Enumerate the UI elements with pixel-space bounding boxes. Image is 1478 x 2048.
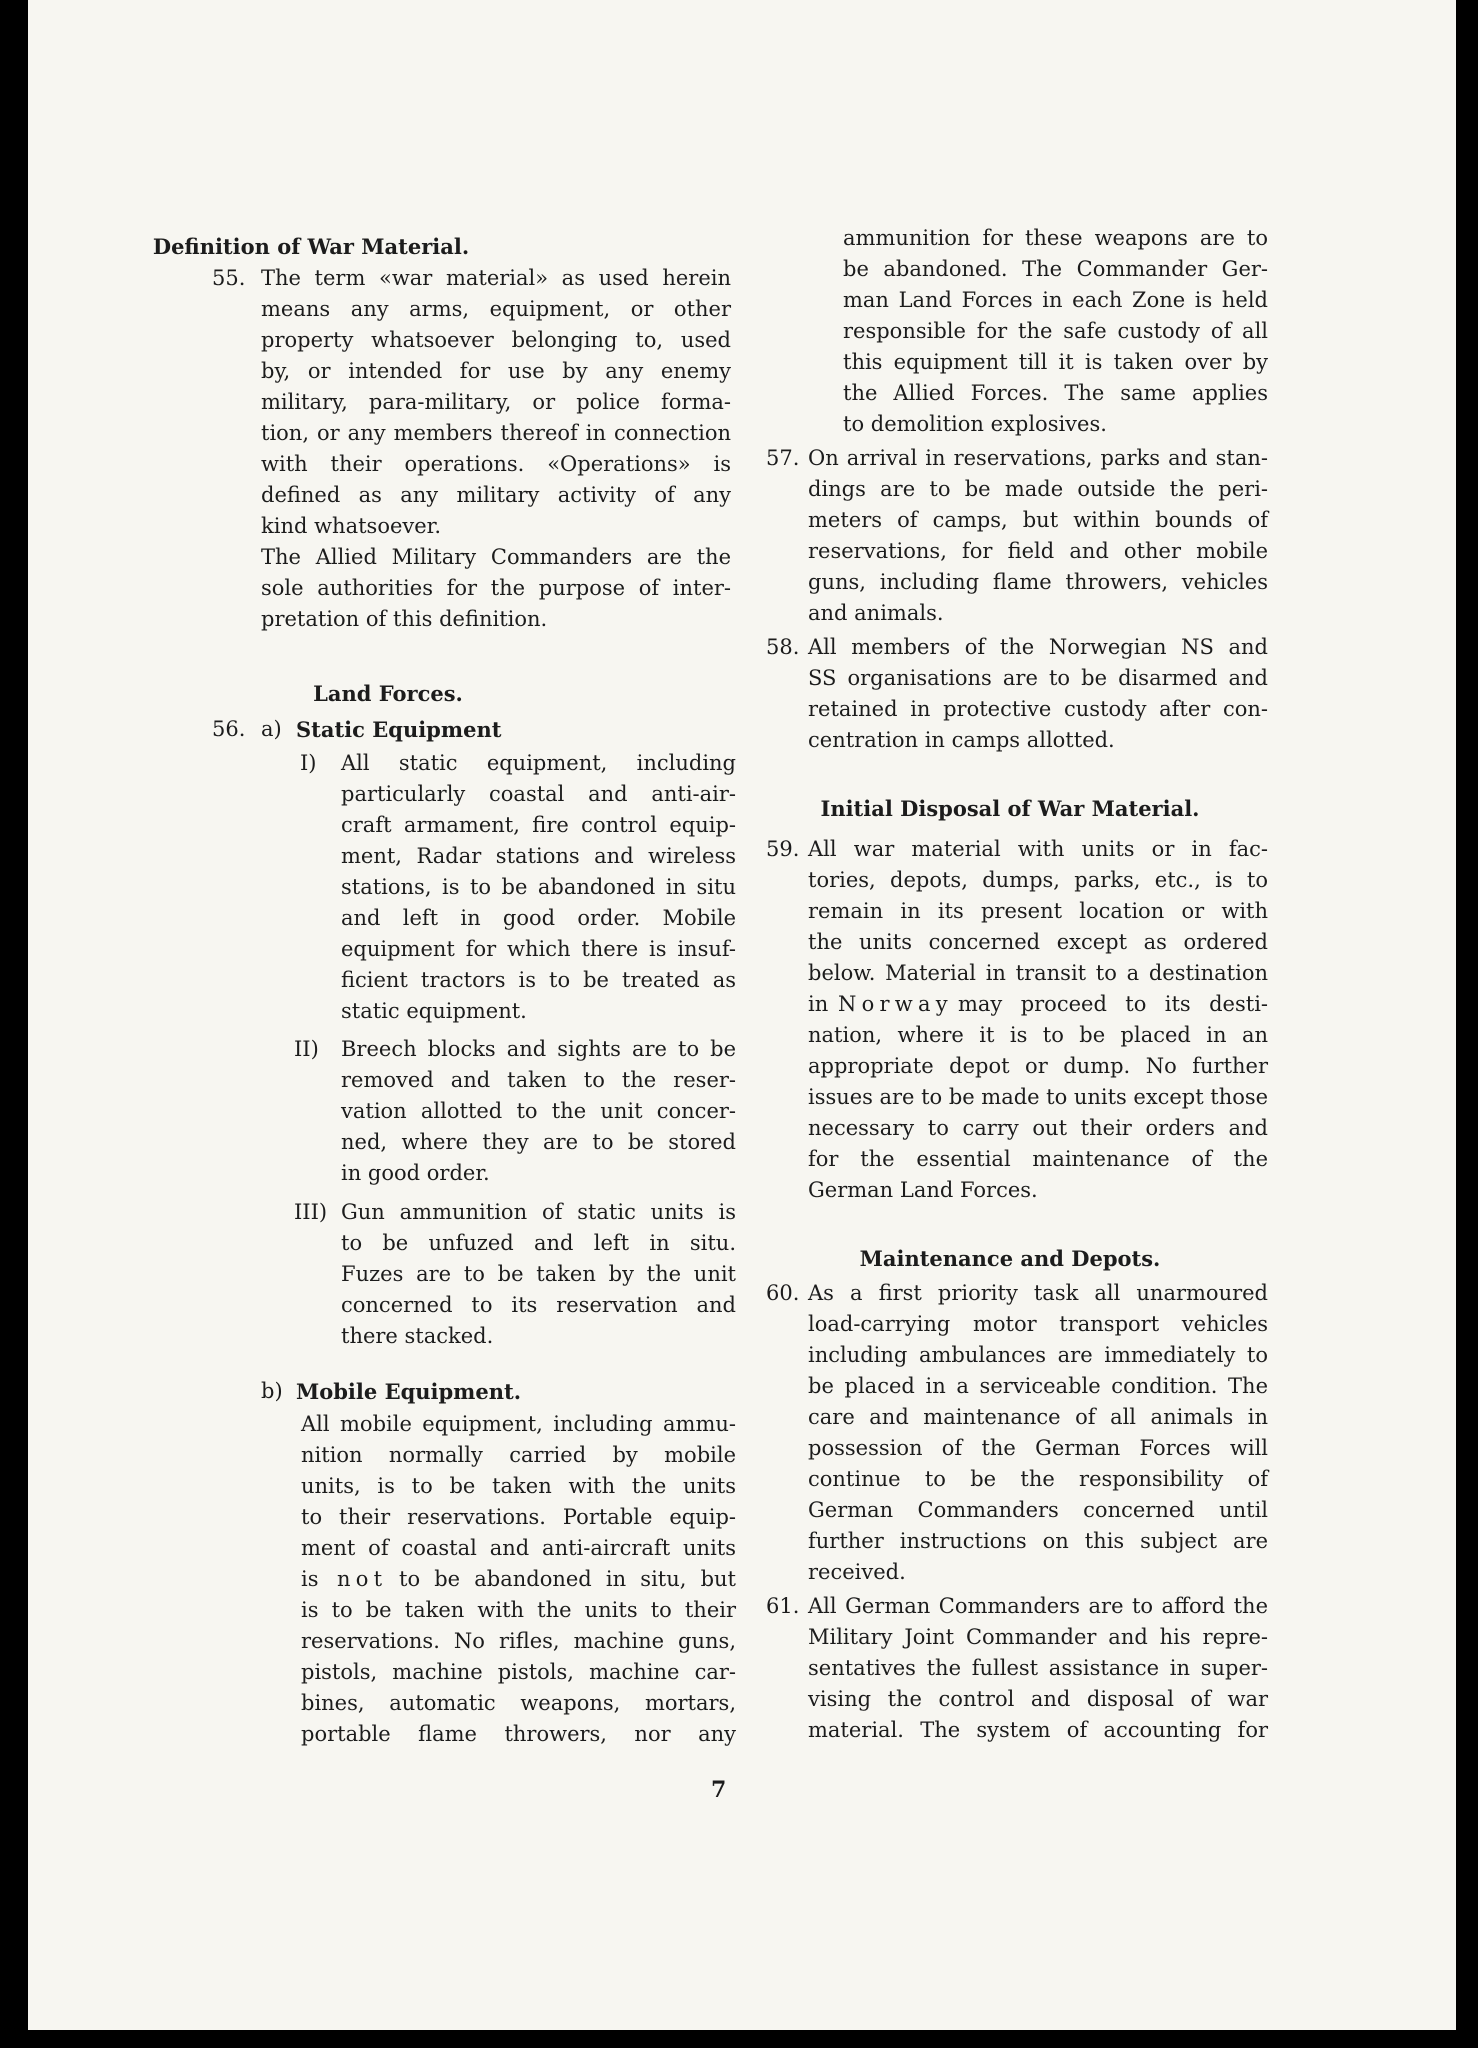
text-line: tories, depots, dumps, parks, etc., is to (808, 868, 1268, 892)
text-line: German Land Forces. (808, 1178, 1038, 1202)
text-line: man Land Forces in each Zone is held (843, 288, 1268, 312)
text-line: received. (808, 1560, 906, 1584)
section-heading: Land Forces. (313, 681, 463, 706)
text-line: in (808, 992, 829, 1016)
paragraph-number: 56. (212, 717, 246, 741)
text-line: Norway (838, 992, 953, 1016)
text-line: Military Joint Commander and his repre- (808, 1625, 1268, 1649)
text-line: All static equipment, including (341, 751, 736, 775)
text-line: pretation of this definition. (261, 607, 548, 631)
text-line: equipment for which there is insuf- (341, 937, 736, 961)
text-line: a) (261, 717, 282, 741)
text-line: in good order. (341, 1161, 490, 1185)
text-line: be abandoned. The Commander Ger- (843, 257, 1268, 281)
text-line: nition normally carried by mobile (301, 1443, 736, 1467)
paragraph-number: 58. (766, 635, 800, 659)
paragraph-number: 60. (766, 1281, 800, 1305)
text-line: retained in protective custody after con- (808, 697, 1268, 721)
text-line: removed and taken to the reser- (341, 1068, 736, 1092)
text-line: bines, automatic weapons, mortars, (301, 1691, 736, 1715)
text-line: sole authorities for the purpose of inter- (261, 576, 731, 600)
text-line: not (337, 1567, 388, 1591)
text-line: material. The system of accounting for (808, 1718, 1268, 1742)
text-line: All German Commanders are to afford the (808, 1594, 1268, 1618)
text-line: issues are to be made to units except those (808, 1085, 1269, 1109)
text-line: ned, where they are to be stored (341, 1130, 736, 1154)
text-line: care and maintenance of all animals in (808, 1405, 1268, 1429)
text-line: to demolition explosives. (843, 412, 1107, 436)
text-line: units, is to be taken with the units (301, 1474, 736, 1498)
text-line: possession of the German Forces will (808, 1436, 1268, 1460)
text-line: guns, including flame throwers, vehicles (808, 570, 1268, 594)
text-line: nation, where it is to be placed in an (808, 1023, 1268, 1047)
text-line: All members of the Norwegian NS and (808, 635, 1268, 659)
text-line: concerned to its reservation and (341, 1293, 736, 1317)
text-line: remain in its present location or with (808, 899, 1268, 923)
text-line: Fuzes are to be taken by the unit (341, 1262, 736, 1286)
text-line: pistols, machine pistols, machine car- (301, 1660, 736, 1684)
text-line: to be unfuzed and left in situ. (341, 1231, 736, 1255)
text-line: German Commanders concerned until (808, 1498, 1268, 1522)
text-line: and animals. (808, 601, 944, 625)
text-line: responsible for the safe custody of all (843, 319, 1268, 343)
text-line: this equipment till it is taken over by (843, 350, 1268, 374)
paragraph-number: 55. (212, 266, 246, 290)
text-line: by, or intended for use by any enemy (261, 359, 731, 383)
text-line: I) (300, 751, 317, 775)
text-line: II) (294, 1037, 319, 1061)
text-line: All mobile equipment, including ammu- (301, 1412, 736, 1436)
text-line: may proceed to its desti- (958, 992, 1268, 1016)
text-line: Breech blocks and sights are to be (341, 1037, 736, 1061)
text-line: to their reservations. Portable equip- (301, 1505, 736, 1529)
text-line: there stacked. (341, 1324, 494, 1348)
text-line: Gun ammunition of static units is (341, 1200, 736, 1224)
text-line: reservations, for field and other mobile (808, 539, 1268, 563)
text-line: ment, Radar stations and wireless (341, 844, 736, 868)
text-line: The term «war material» as used herein (261, 266, 731, 290)
text-line: III) (294, 1200, 328, 1224)
text-line: further instructions on this subject are (808, 1529, 1268, 1553)
text-line: is (301, 1567, 319, 1591)
text-line: All war material with units or in fac- (808, 837, 1268, 861)
text-line: reservations. No rifles, machine guns, (301, 1629, 736, 1653)
text-line: for the essential maintenance of the (808, 1147, 1268, 1171)
text-line: vation allotted to the unit concer- (341, 1099, 736, 1123)
text-line: kind whatsoever. (261, 514, 442, 538)
text-line: below. Material in transit to a destination (808, 961, 1268, 985)
text-line: craft armament, fire control equip- (341, 813, 736, 837)
text-line: necessary to carry out their orders and (808, 1116, 1268, 1140)
text-line: be placed in a serviceable condition. The (808, 1374, 1268, 1398)
text-line: ficient tractors is to be treated as (341, 968, 736, 992)
text-line: vising the control and disposal of war (808, 1687, 1268, 1711)
text-line: appropriate depot or dump. No further (808, 1054, 1268, 1078)
text-line: The Allied Military Commanders are the (261, 545, 731, 569)
text-line: including ambulances are immediately to (808, 1343, 1268, 1367)
text-line: property whatsoever belonging to, used (261, 328, 731, 352)
text-line: is to be taken with the units to their (301, 1598, 736, 1622)
text-line: SS organisations are to be disarmed and (808, 666, 1268, 690)
page-number: 7 (711, 1777, 727, 1803)
text-line: On arrival in reservations, parks and stan- (808, 446, 1268, 470)
text-line: static equipment. (341, 999, 527, 1023)
section-heading: Maintenance and Depots. (859, 1246, 1161, 1271)
document-page (28, 0, 1456, 2030)
section-heading: Definition of War Material. (152, 234, 470, 259)
text-line: continue to be the responsibility of (808, 1467, 1268, 1491)
text-line: particularly coastal and anti-air- (341, 782, 736, 806)
text-line: the units concerned except as ordered (808, 930, 1268, 954)
section-heading: Mobile Equipment. (296, 1379, 522, 1404)
text-line: means any arms, equipment, or other (261, 297, 731, 321)
text-line: tion, or any members thereof in connection (261, 421, 731, 445)
paragraph-number: 61. (766, 1594, 800, 1618)
text-line: b) (261, 1379, 283, 1403)
section-heading: Static Equipment (296, 717, 502, 742)
text-line: As a first priority task all unarmoured (808, 1281, 1268, 1305)
text-line: centration in camps allotted. (808, 728, 1115, 752)
text-line: stations, is to be abandoned in situ (341, 875, 736, 899)
section-heading: Initial Disposal of War Material. (820, 796, 1200, 821)
text-line: with their operations. «Operations» is (261, 452, 731, 476)
text-line: dings are to be made outside the peri- (808, 477, 1268, 501)
text-line: to be abandoned in situ, but (399, 1567, 736, 1591)
text-line: sentatives the fullest assistance in super- (808, 1656, 1268, 1680)
text-line: ammunition for these weapons are to (843, 226, 1268, 250)
text-line: portable flame throwers, nor any (301, 1722, 736, 1746)
paragraph-number: 57. (766, 446, 800, 470)
text-line: and left in good order. Mobile (341, 906, 736, 930)
text-line: the Allied Forces. The same applies (843, 381, 1268, 405)
paragraph-number: 59. (766, 837, 800, 861)
text-line: meters of camps, but within bounds of (808, 508, 1268, 532)
text-line: load-carrying motor transport vehicles (808, 1312, 1268, 1336)
text-line: defined as any military activity of any (261, 483, 731, 507)
text-line: ment of coastal and anti-aircraft units (301, 1536, 736, 1560)
text-line: military, para-military, or police forma- (261, 390, 731, 414)
